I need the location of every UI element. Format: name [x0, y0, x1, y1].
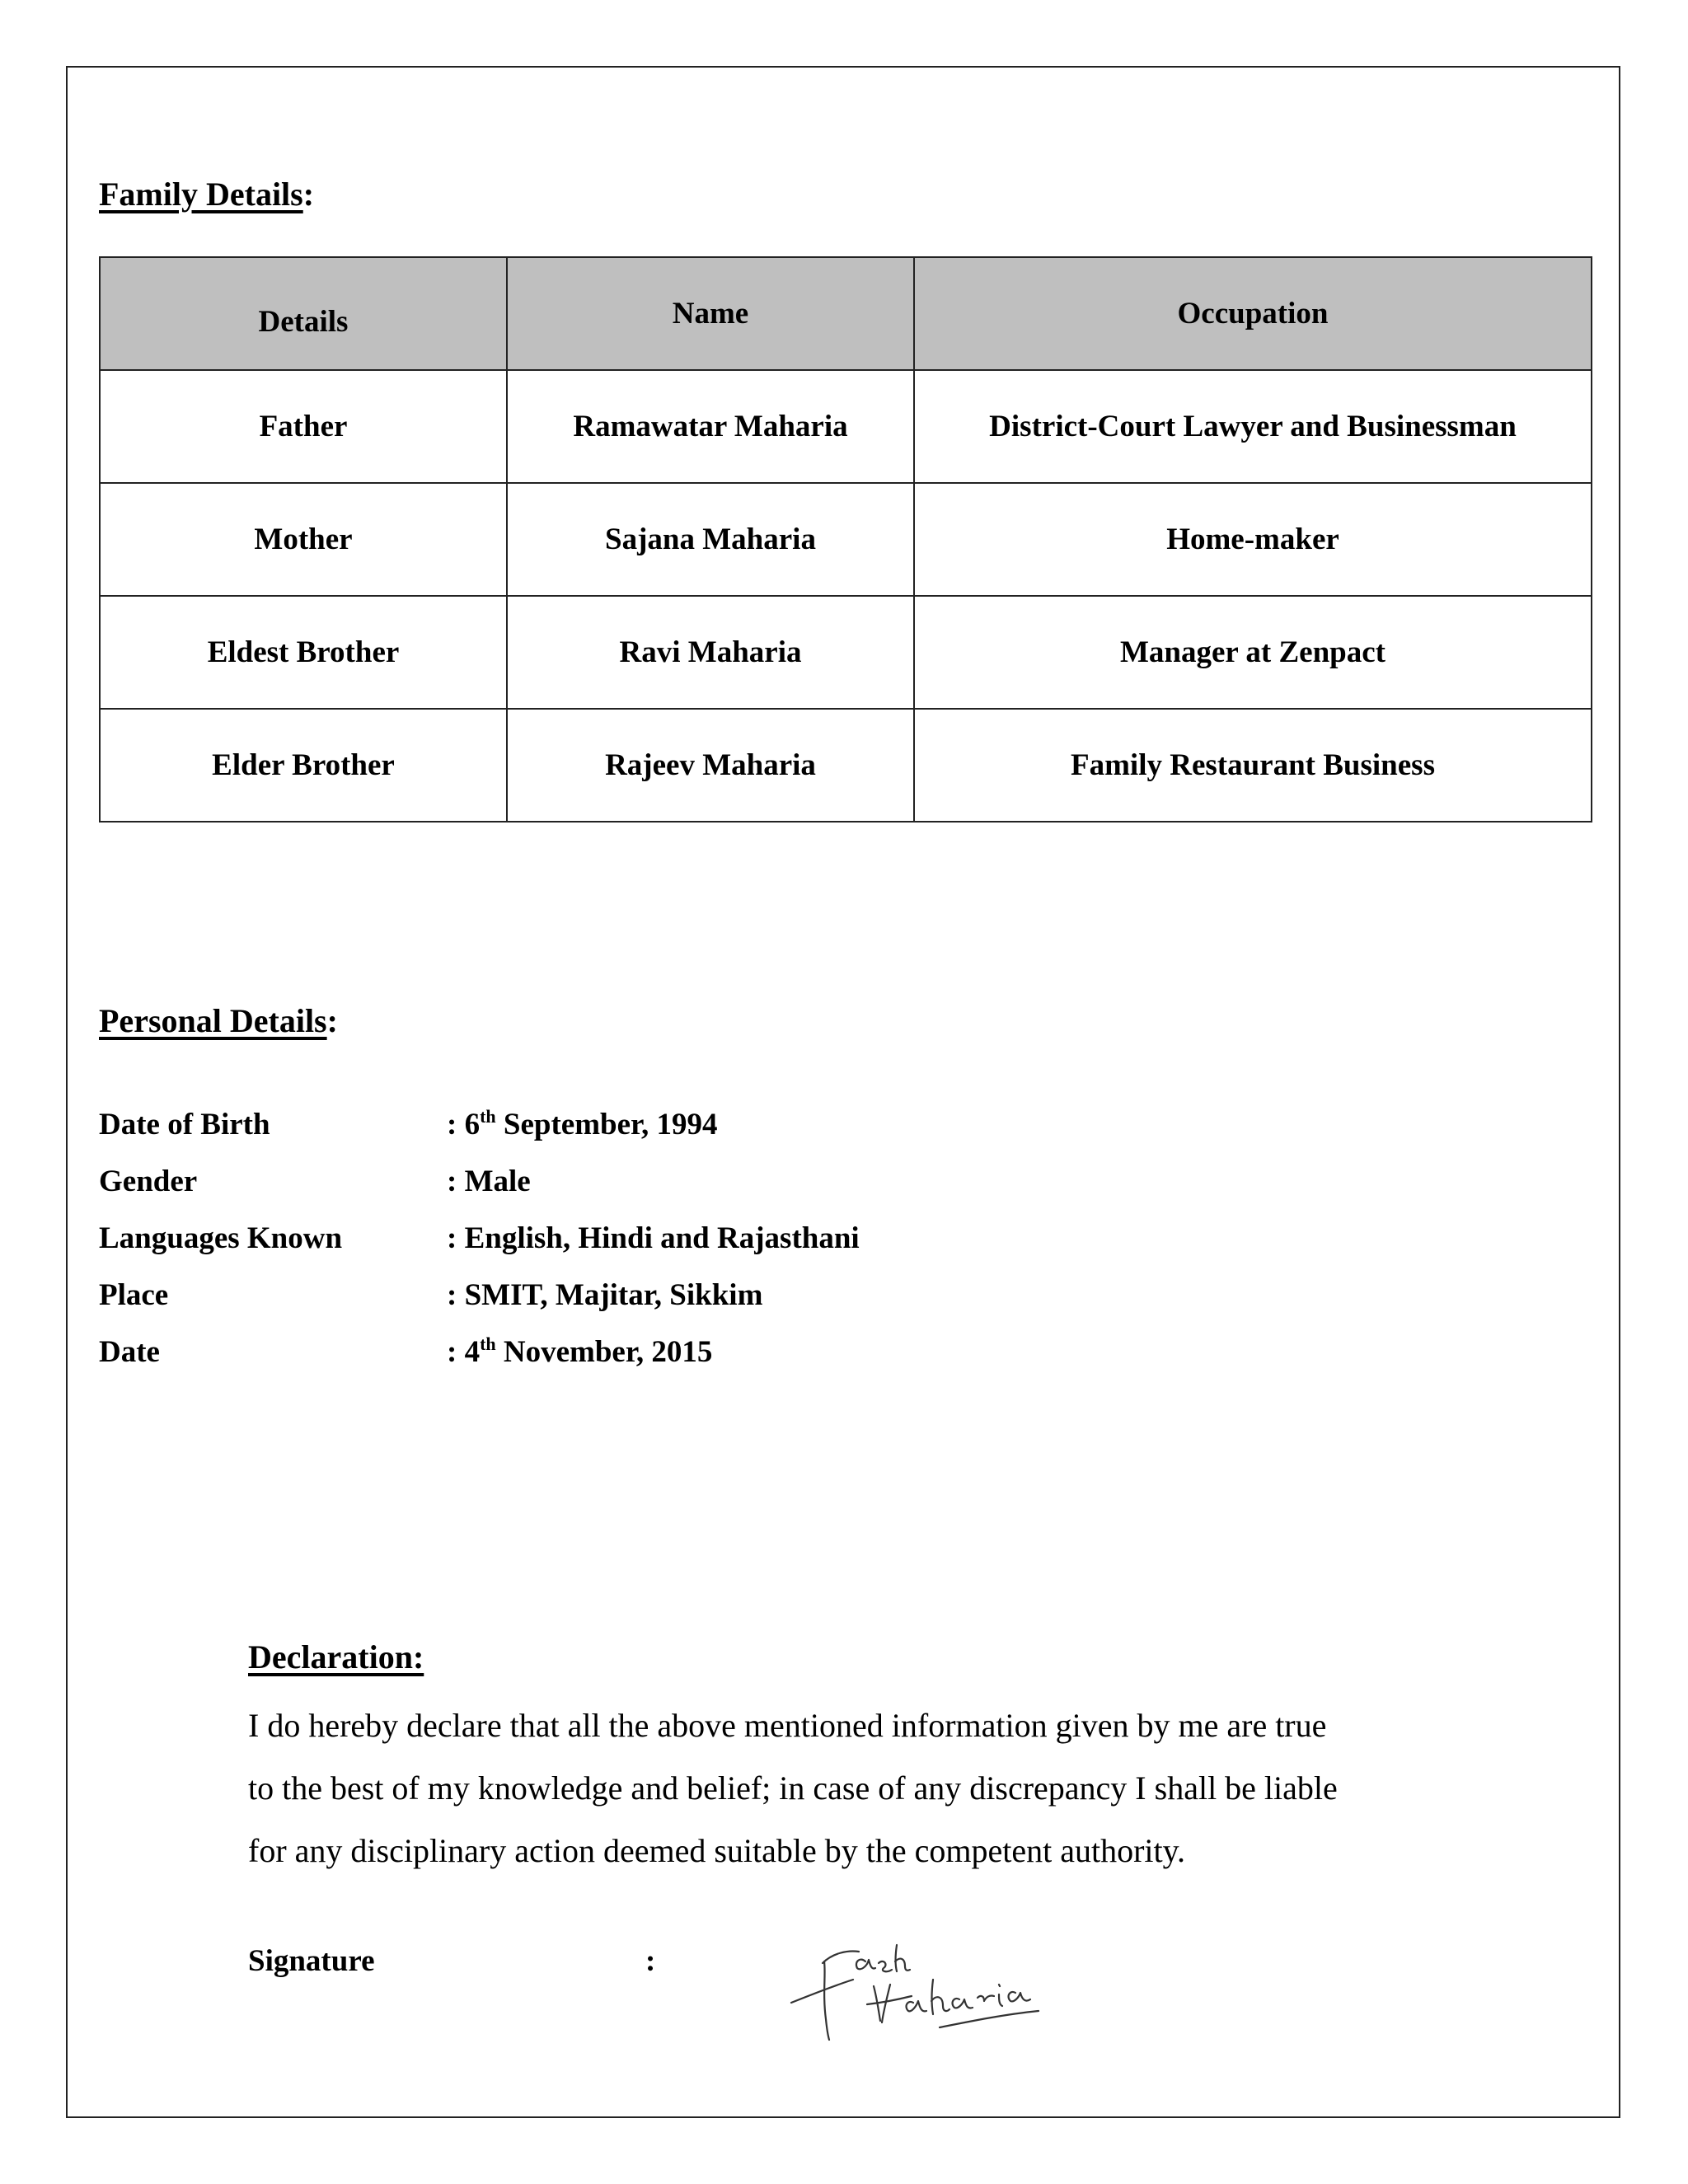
handwritten-signature	[775, 1929, 1088, 2060]
place-label: Place	[99, 1278, 169, 1312]
family-details-heading-colon: :	[302, 176, 315, 213]
table-cell-occupation: Home-maker	[914, 483, 1592, 596]
dob-month-year: September, 1994	[495, 1108, 718, 1141]
declaration-text	[248, 1694, 1484, 1882]
personal-details-heading	[99, 1001, 338, 1040]
table-cell-name: Rajeev Maharia	[507, 709, 914, 822]
family-details-heading	[99, 175, 314, 213]
dob-ordinal: th	[480, 1106, 496, 1127]
declaration-heading: Declaration:	[248, 1638, 424, 1675]
table-cell-relation: Eldest Brother	[100, 596, 507, 709]
table-cell-relation: Father	[100, 370, 507, 483]
table-row	[100, 709, 1592, 822]
gender-value: : Male	[447, 1165, 531, 1198]
dob-value	[447, 1107, 718, 1142]
date-day: : 4	[447, 1335, 481, 1369]
dob-label: Date of Birth	[99, 1108, 270, 1141]
date-label: Date	[99, 1335, 160, 1369]
place-value: : SMIT, Majitar, Sikkim	[447, 1278, 763, 1312]
table-row	[100, 370, 1592, 483]
languages-row	[99, 1221, 1335, 1262]
column-header-occupation: Occupation	[914, 257, 1592, 370]
family-details-table	[99, 256, 1592, 823]
signature-label: Signature	[248, 1944, 375, 1978]
dob-row	[99, 1107, 1335, 1148]
table-header-row	[100, 257, 1592, 370]
date-ordinal: th	[480, 1333, 496, 1354]
column-header-details: Details	[100, 257, 507, 370]
table-cell-relation: Mother	[100, 483, 507, 596]
declaration-line: for any disciplinary action deemed suitable by the competent authority.	[248, 1832, 1186, 1869]
table-row	[100, 483, 1592, 596]
signature-colon: :	[645, 1944, 656, 1978]
column-header-name: Name	[507, 257, 914, 370]
date-row	[99, 1334, 1335, 1376]
date-value	[447, 1334, 712, 1370]
date-month-year: November, 2015	[495, 1335, 713, 1369]
table-cell-occupation: District-Court Lawyer and Businessman	[914, 370, 1592, 483]
languages-label: Languages Known	[99, 1221, 343, 1255]
table-cell-name: Sajana Maharia	[507, 483, 914, 596]
table-cell-relation: Elder Brother	[100, 709, 507, 822]
languages-value: : English, Hindi and Rajasthani	[447, 1221, 860, 1255]
declaration-line: to the best of my knowledge and belief; in case of any discrepancy I shall be liable	[248, 1769, 1338, 1807]
personal-details-heading-colon: :	[326, 1002, 338, 1039]
table-cell-occupation: Family Restaurant Business	[914, 709, 1592, 822]
gender-row	[99, 1164, 1335, 1205]
table-row	[100, 596, 1592, 709]
place-row	[99, 1277, 1335, 1319]
table-cell-name: Ramawatar Maharia	[507, 370, 914, 483]
table-cell-name: Ravi Maharia	[507, 596, 914, 709]
family-details-heading-text: Family Details	[99, 176, 303, 213]
personal-details-heading-text: Personal Details	[99, 1002, 327, 1039]
gender-label: Gender	[99, 1165, 198, 1198]
declaration-line: I do hereby declare that all the above mentioned information given by me are true	[248, 1707, 1327, 1744]
table-cell-occupation: Manager at Zenpact	[914, 596, 1592, 709]
dob-day: : 6	[447, 1108, 481, 1141]
